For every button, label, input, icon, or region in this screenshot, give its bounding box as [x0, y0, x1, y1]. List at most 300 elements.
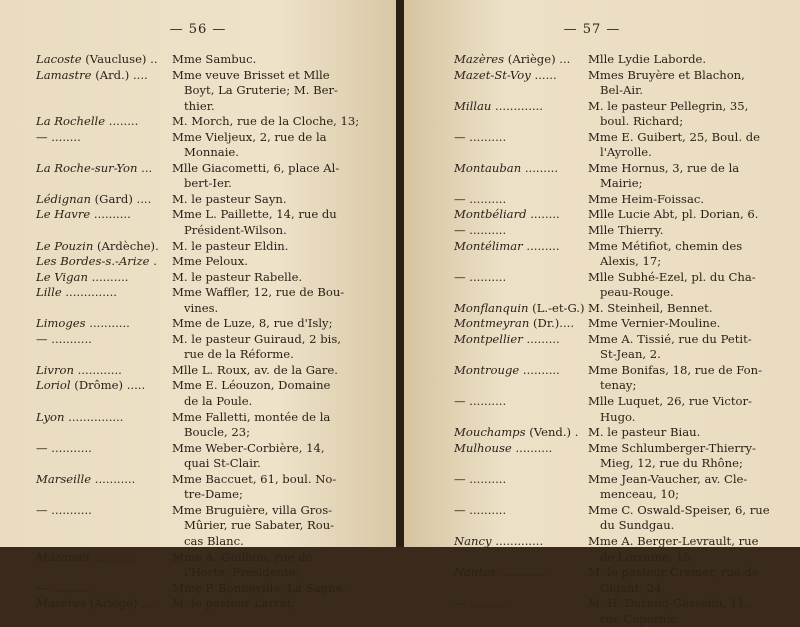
- entry-contact: [170, 378, 386, 409]
- contact-line: M. le pasteur Cremer, rue de: [588, 565, 759, 580]
- entry-contact: [170, 550, 386, 581]
- entry-place: [36, 363, 170, 379]
- directory-entry: [36, 52, 386, 68]
- place-name: Nancy: [454, 533, 492, 548]
- place-name: —: [454, 502, 466, 517]
- contact-line: M. Morch, rue de la Cloche, 13;: [172, 114, 360, 129]
- entry-contact: [586, 99, 794, 130]
- place-name: Le Vigan: [36, 269, 88, 284]
- place-detail: ..........: [465, 596, 507, 611]
- entry-place: [36, 114, 170, 130]
- directory-entry: [36, 68, 386, 115]
- place-name: Le Havre: [36, 207, 91, 222]
- place-name: Millau: [454, 98, 492, 113]
- entry-contact: [586, 425, 794, 441]
- entry-contact: [170, 52, 386, 68]
- place-detail: .............: [491, 98, 543, 113]
- directory-list: [454, 52, 794, 627]
- entry-contact: [170, 472, 386, 503]
- contact-line: cas Blanc.: [184, 533, 244, 548]
- place-name: —: [454, 269, 466, 284]
- entry-contact: [170, 207, 386, 238]
- contact-line: tre-Dame;: [184, 487, 243, 502]
- entry-contact: [586, 52, 794, 68]
- place-detail: ..........: [465, 502, 507, 517]
- entry-contact: [170, 270, 386, 286]
- contact-line: Mme Bruguière, villa Gros-: [172, 502, 333, 517]
- contact-line: l'Horte, Présidente;: [184, 565, 300, 580]
- place-detail: ........: [105, 114, 139, 129]
- contact-line: St-Jean, 2.: [600, 347, 661, 362]
- entry-place: [36, 192, 170, 208]
- entry-place: [36, 378, 170, 409]
- entry-contact: [586, 472, 794, 503]
- place-detail: ...: [137, 160, 153, 175]
- entry-contact: [170, 316, 386, 332]
- contact-line: Gigant, 24;: [600, 580, 666, 595]
- directory-entry: [36, 192, 386, 208]
- place-detail: ..........: [465, 394, 507, 409]
- place-detail: (Gard) ....: [90, 191, 152, 206]
- entry-contact: [586, 332, 794, 363]
- place-name: Montmeyran: [454, 316, 530, 331]
- contact-line: Mme veuve Brisset et Mlle: [172, 67, 330, 82]
- contact-line: Mlle Lydie Laborde.: [588, 52, 707, 66]
- entry-place: [36, 270, 170, 286]
- place-detail: ..............: [61, 285, 117, 300]
- entry-place: [36, 596, 170, 612]
- place-detail: ...........: [90, 549, 135, 564]
- place-name: Mazamet: [36, 549, 91, 564]
- contact-line: Mme de Luze, 8, rue d'Isly;: [172, 316, 333, 331]
- contact-line: Mme C. Oswald-Speiser, 6, rue: [588, 502, 770, 517]
- contact-line: quai St-Clair.: [184, 456, 261, 471]
- entry-contact: [170, 161, 386, 192]
- place-detail: ...........: [47, 502, 92, 517]
- contact-line: thier.: [184, 98, 215, 113]
- place-detail: ...........: [91, 471, 136, 486]
- entry-contact: [586, 316, 794, 332]
- directory-entry: [36, 410, 386, 441]
- contact-line: Mmes Bruyère et Blachon,: [588, 67, 745, 82]
- place-detail: .........: [522, 331, 560, 346]
- place-name: Lacoste: [36, 52, 82, 66]
- entry-place: [36, 472, 170, 503]
- contact-line: boul. Richard;: [600, 114, 684, 129]
- place-detail: ......: [530, 67, 557, 82]
- entry-place: [36, 503, 170, 550]
- entry-contact: [170, 363, 386, 379]
- directory-entry: [36, 161, 386, 192]
- contact-line: Mlle Lucie Abt, pl. Dorian, 6.: [588, 207, 759, 222]
- contact-line: Mlle L. Roux, av. de la Gare.: [172, 362, 338, 377]
- entry-place: [454, 161, 586, 192]
- place-name: Nantes: [454, 565, 496, 580]
- place-detail: ...............: [64, 409, 124, 424]
- directory-entry: [454, 239, 794, 270]
- contact-line: Monnaie.: [184, 145, 239, 160]
- contact-line: de Lorraine, 15.: [600, 549, 695, 564]
- entry-place: [36, 161, 170, 192]
- place-detail: .........: [522, 238, 560, 253]
- place-name: Lédignan: [36, 191, 91, 206]
- place-detail: ..........: [465, 191, 507, 206]
- place-name: —: [36, 440, 48, 455]
- place-detail: ............: [73, 362, 122, 377]
- place-name: —: [454, 191, 466, 206]
- entry-place: [454, 565, 586, 596]
- contact-line: Mme A. Tissié, rue du Petit-: [588, 331, 752, 346]
- directory-entry: [454, 332, 794, 363]
- place-name: Monflanquin: [454, 300, 529, 315]
- entry-contact: [586, 207, 794, 223]
- contact-line: Mme Falletti, montée de la: [172, 409, 331, 424]
- directory-entry: [36, 581, 386, 597]
- contact-line: Mme Jean-Vaucher, av. Cle-: [588, 471, 748, 486]
- contact-line: Mlle Giacometti, 6, place Al-: [172, 160, 340, 175]
- entry-place: [454, 270, 586, 301]
- contact-line: M. le pasteur Pellegrin, 35,: [588, 98, 749, 113]
- entry-contact: [586, 565, 794, 596]
- place-detail: ...........: [85, 316, 130, 331]
- entry-place: [36, 52, 170, 68]
- directory-entry: [454, 130, 794, 161]
- contact-line: M. le pasteur Eldin.: [172, 238, 289, 253]
- entry-place: [454, 503, 586, 534]
- directory-entry: [454, 472, 794, 503]
- entry-contact: [170, 503, 386, 550]
- entry-contact: [586, 161, 794, 192]
- place-name: —: [454, 394, 466, 409]
- place-detail: .............: [491, 533, 544, 548]
- entry-contact: [170, 130, 386, 161]
- contact-line: Alexis, 17;: [600, 254, 662, 269]
- entry-place: [36, 581, 170, 597]
- contact-line: Mlle Subhé-Ezel, pl. du Cha-: [588, 269, 756, 284]
- place-detail: (Vaucluse) ..: [81, 52, 158, 66]
- entry-place: [36, 550, 170, 581]
- entry-place: [454, 52, 586, 68]
- entry-contact: [586, 534, 794, 565]
- place-name: Mulhouse: [454, 440, 512, 455]
- place-detail: (Ariège) ....: [86, 596, 157, 611]
- directory-entry: [454, 316, 794, 332]
- entry-place: [454, 596, 586, 627]
- entry-place: [36, 239, 170, 255]
- entry-place: [454, 472, 586, 503]
- contact-line: peau-Rouge.: [600, 285, 674, 300]
- directory-entry: [454, 441, 794, 472]
- book-gutter: [396, 0, 404, 547]
- place-name: Le Pouzin: [36, 238, 94, 253]
- place-name: —: [454, 129, 466, 144]
- entry-place: [454, 441, 586, 472]
- contact-line: M. le pasteur Biau.: [588, 425, 701, 440]
- entry-place: [36, 207, 170, 238]
- entry-contact: [170, 285, 386, 316]
- place-detail: ...........: [47, 440, 92, 455]
- place-detail: ..........: [465, 129, 507, 144]
- contact-line: Mlle Luquet, 26, rue Victor-: [588, 394, 752, 409]
- directory-entry: [454, 192, 794, 208]
- place-name: Montélimar: [454, 238, 523, 253]
- entry-contact: [586, 301, 794, 317]
- contact-line: Mûrier, rue Sabater, Rou-: [184, 518, 335, 533]
- contact-line: Mairie;: [600, 176, 643, 191]
- contact-line: Mme L. Paillette, 14, rue du: [172, 207, 337, 222]
- place-name: —: [454, 471, 466, 486]
- directory-entry: [36, 270, 386, 286]
- directory-entry: [454, 363, 794, 394]
- directory-entry: [36, 239, 386, 255]
- contact-line: Mieg, 12, rue du Rhône;: [600, 456, 743, 471]
- place-name: —: [36, 502, 48, 517]
- directory-entry: [454, 207, 794, 223]
- place-detail: (Ariège) ...: [504, 52, 571, 66]
- contact-line: Mme Vernier-Mouline.: [588, 316, 721, 331]
- entry-contact: [170, 192, 386, 208]
- directory-entry: [454, 68, 794, 99]
- place-name: Montbéliard: [454, 207, 527, 222]
- directory-entry: [454, 52, 794, 68]
- entry-place: [36, 285, 170, 316]
- entry-contact: [586, 239, 794, 270]
- directory-entry: [454, 534, 794, 565]
- contact-line: Mlle Thierry.: [588, 223, 664, 238]
- place-detail: ...........: [47, 580, 92, 595]
- place-detail: (L.-et-G.): [528, 300, 585, 315]
- contact-line: Mme P. Bonneville, La Sagne.: [172, 580, 347, 595]
- entry-place: [454, 301, 586, 317]
- place-detail: ..........: [465, 223, 507, 238]
- contact-line: Boyt, La Gruterie; M. Ber-: [184, 83, 338, 98]
- entry-place: [36, 130, 170, 161]
- contact-line: vines.: [184, 300, 219, 315]
- contact-line: de la Poule.: [184, 394, 253, 409]
- directory-entry: [36, 472, 386, 503]
- entry-contact: [170, 239, 386, 255]
- contact-line: Mme Sambuc.: [172, 52, 257, 66]
- place-name: —: [454, 596, 466, 611]
- place-name: Mazères: [454, 52, 505, 66]
- contact-line: Mme Heim-Foissac.: [588, 191, 705, 206]
- place-name: Livron: [36, 362, 74, 377]
- contact-line: l'Ayrolle.: [600, 145, 652, 160]
- contact-line: Mme Bonifas, 18, rue de Fon-: [588, 362, 763, 377]
- entry-place: [36, 254, 170, 270]
- contact-line: Mme A. Guilhou, rue de: [172, 549, 313, 564]
- directory-entry: [36, 378, 386, 409]
- entry-contact: [170, 410, 386, 441]
- directory-entry: [454, 394, 794, 425]
- contact-line: Mme Vieljeux, 2, rue de la: [172, 129, 327, 144]
- place-name: Montrouge: [454, 362, 520, 377]
- entry-place: [454, 130, 586, 161]
- contact-line: Hugo.: [600, 409, 636, 424]
- contact-line: Mme Schlumberger-Thierry-: [588, 440, 756, 455]
- directory-list: [36, 52, 386, 612]
- directory-entry: [454, 223, 794, 239]
- directory-entry: [36, 114, 386, 130]
- directory-entry: [36, 550, 386, 581]
- place-detail: ..........: [90, 207, 131, 222]
- place-name: Lamastre: [36, 67, 92, 82]
- place-detail: ..........: [465, 269, 507, 284]
- entry-contact: [170, 114, 386, 130]
- contact-line: Mme E. Léouzon, Domaine: [172, 378, 331, 393]
- contact-line: M. le pasteur Rabelle.: [172, 269, 303, 284]
- place-name: Loriol: [36, 378, 71, 393]
- directory-entry: [454, 99, 794, 130]
- contact-line: Mme E. Guibert, 25, Boul. de: [588, 129, 760, 144]
- directory-entry: [36, 503, 386, 550]
- entry-contact: [586, 270, 794, 301]
- directory-entry: [454, 301, 794, 317]
- place-name: La Roche-sur-Yon: [36, 160, 138, 175]
- place-detail: ...........: [47, 331, 92, 346]
- place-detail: ..........: [519, 362, 560, 377]
- contact-line: M. le pasteur Larrat;: [172, 596, 296, 611]
- directory-entry: [36, 207, 386, 238]
- entry-contact: [170, 581, 386, 597]
- place-name: —: [36, 331, 48, 346]
- contact-line: rue Copernic.: [600, 611, 681, 626]
- entry-contact: [170, 332, 386, 363]
- entry-place: [36, 68, 170, 115]
- contact-line: Mme Hornus, 3, rue de la: [588, 160, 740, 175]
- directory-entry: [454, 503, 794, 534]
- place-detail: ..........: [87, 269, 129, 284]
- contact-line: Boucle, 23;: [184, 425, 251, 440]
- entry-contact: [170, 596, 386, 612]
- entry-place: [36, 441, 170, 472]
- directory-entry: [36, 332, 386, 363]
- contact-line: menceau, 10;: [600, 487, 680, 502]
- directory-entry: [454, 161, 794, 192]
- place-name: Lyon: [36, 409, 65, 424]
- place-name: Mouchamps: [454, 425, 526, 440]
- entry-place: [454, 239, 586, 270]
- entry-place: [36, 410, 170, 441]
- directory-entry: [36, 363, 386, 379]
- directory-entry: [36, 596, 386, 612]
- entry-contact: [586, 223, 794, 239]
- place-detail: ........: [47, 129, 81, 144]
- entry-place: [36, 316, 170, 332]
- entry-contact: [586, 192, 794, 208]
- contact-line: M. le pasteur Guiraud, 2 bis,: [172, 331, 341, 346]
- place-name: Limoges: [36, 316, 86, 331]
- directory-entry: [454, 565, 794, 596]
- contact-line: Président-Wilson.: [184, 223, 287, 238]
- entry-contact: [586, 503, 794, 534]
- contact-line: Mme Weber-Corbière, 14,: [172, 440, 325, 455]
- contact-line: Bel-Air.: [600, 83, 644, 98]
- page-number: — 57 —: [563, 22, 621, 37]
- place-name: Mazet-St-Voy: [454, 67, 531, 82]
- place-detail: ........: [526, 207, 560, 222]
- contact-line: bert-Ier.: [184, 176, 232, 191]
- place-name: Marseille: [36, 471, 92, 486]
- place-detail: .: [149, 254, 157, 269]
- place-name: —: [454, 223, 466, 238]
- entry-contact: [586, 441, 794, 472]
- place-name: Lille: [36, 285, 62, 300]
- entry-place: [454, 332, 586, 363]
- place-detail: ..........: [511, 440, 553, 455]
- place-name: Montpellier: [454, 331, 523, 346]
- contact-line: M. Steinheil, Bennet.: [588, 300, 713, 315]
- place-detail: (Ardèche).: [93, 238, 159, 253]
- contact-line: tenay;: [600, 378, 637, 393]
- entry-place: [454, 99, 586, 130]
- place-detail: (Drôme) .....: [70, 378, 146, 393]
- directory-entry: [454, 596, 794, 627]
- directory-entry: [454, 425, 794, 441]
- place-detail: (Vend.) .: [525, 425, 579, 440]
- entry-place: [454, 425, 586, 441]
- entry-contact: [170, 68, 386, 115]
- directory-entry: [36, 254, 386, 270]
- place-detail: .............: [496, 565, 548, 580]
- entry-place: [454, 394, 586, 425]
- contact-line: M. le pasteur Sayn.: [172, 191, 287, 206]
- directory-entry: [36, 316, 386, 332]
- entry-place: [454, 223, 586, 239]
- entry-contact: [586, 68, 794, 99]
- entry-place: [454, 68, 586, 99]
- place-name: Les Bordes-s.-Arize: [36, 254, 150, 269]
- entry-place: [454, 316, 586, 332]
- directory-entry: [36, 285, 386, 316]
- directory-entry: [454, 270, 794, 301]
- entry-contact: [586, 363, 794, 394]
- place-name: —: [36, 129, 48, 144]
- contact-line: Mme Peloux.: [172, 254, 248, 269]
- place-name: Mazères: [36, 596, 87, 611]
- contact-line: Mme A. Berger-Levrault, rue: [588, 533, 759, 548]
- entry-contact: [586, 130, 794, 161]
- entry-place: [454, 192, 586, 208]
- entry-place: [454, 534, 586, 565]
- contact-line: Mme Métifiot, chemin des: [588, 238, 743, 253]
- entry-contact: [170, 254, 386, 270]
- contact-line: rue de la Réforme.: [184, 347, 294, 362]
- directory-entry: [36, 441, 386, 472]
- place-detail: ..........: [465, 471, 507, 486]
- entry-place: [454, 207, 586, 223]
- entry-place: [454, 363, 586, 394]
- place-name: —: [36, 580, 48, 595]
- contact-line: M. H. Durand-Gasselin, 11,: [588, 596, 749, 611]
- place-detail: .........: [521, 160, 559, 175]
- place-name: Montauban: [454, 160, 522, 175]
- contact-line: du Sundgau.: [600, 518, 675, 533]
- page-number: — 56 —: [169, 22, 227, 37]
- entry-contact: [170, 441, 386, 472]
- left-page: [0, 0, 396, 611]
- place-detail: (Ard.) ....: [91, 67, 148, 82]
- entry-contact: [586, 394, 794, 425]
- right-page: [404, 0, 800, 626]
- entry-place: [36, 332, 170, 363]
- directory-entry: [36, 130, 386, 161]
- entry-contact: [586, 596, 794, 627]
- contact-line: Mme Baccuet, 61, boul. No-: [172, 471, 337, 486]
- place-detail: (Dr.)....: [529, 316, 575, 331]
- contact-line: Mme Waffler, 12, rue de Bou-: [172, 285, 345, 300]
- place-name: La Rochelle: [36, 114, 106, 129]
